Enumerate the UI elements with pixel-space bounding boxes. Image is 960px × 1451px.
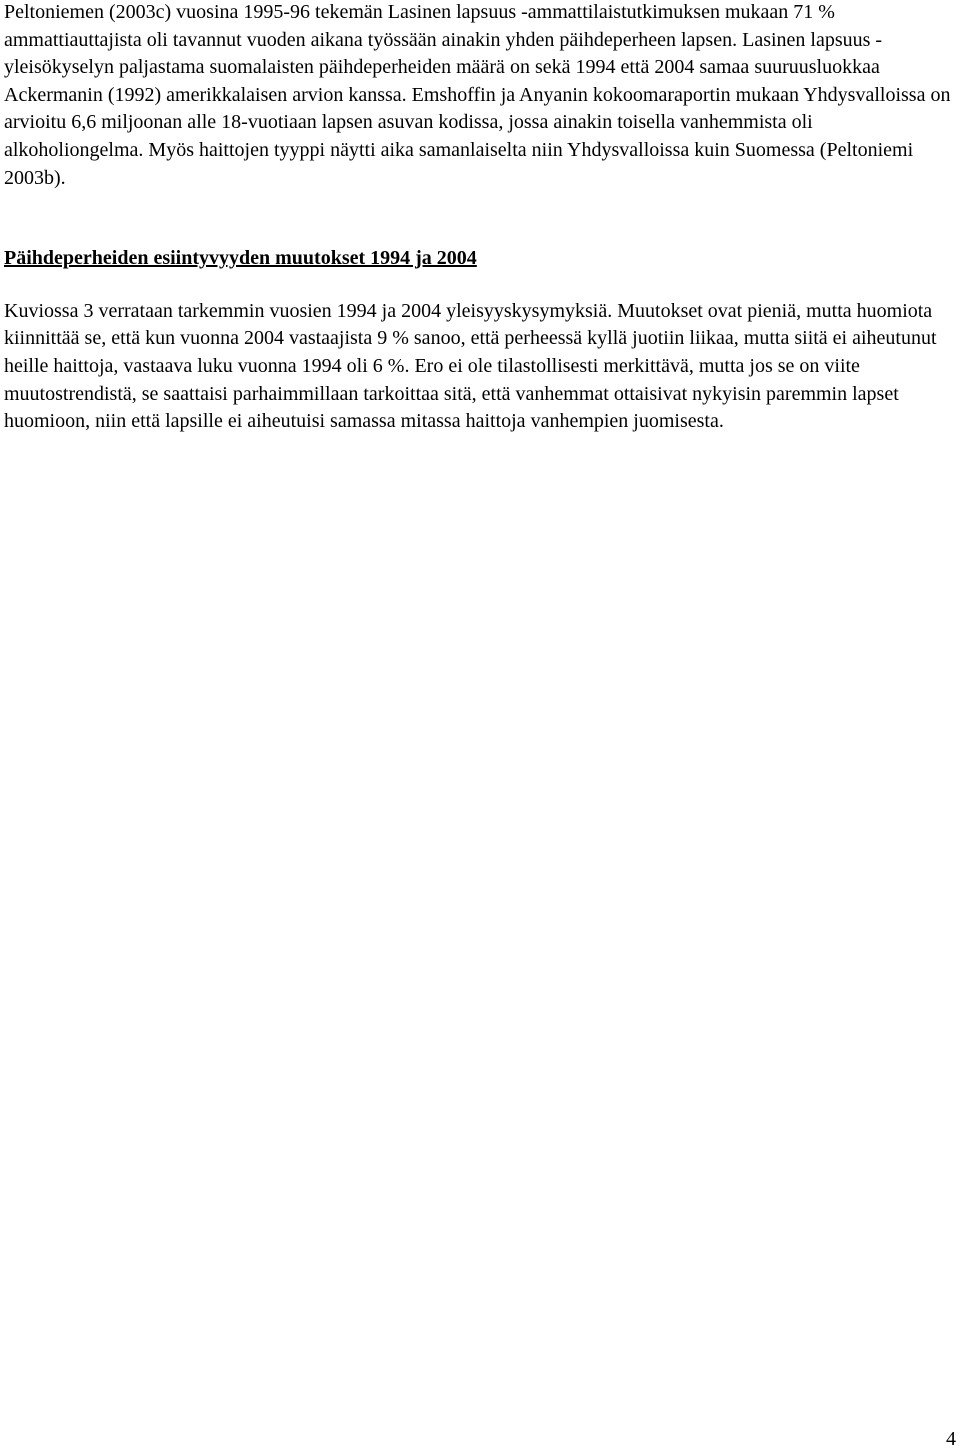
- section-heading: Päihdeperheiden esiintyvyyden muutokset 1994 ja 2004: [4, 247, 477, 270]
- document-page: [4, 0, 956, 436]
- body-paragraph-1: Peltoniemen (2003c) vuosina 1995-96 tekemän Lasinen lapsuus -ammattilaistutkimuksen mukaan 71 % ammattiauttajista oli tavannut vuoden aikana työssään ainakin yhden päihdeperheen lapsen. Lasinen lapsuus -yleisökyselyn paljastama suomalaisten päihdeperheiden määrä on sekä 1994 että 2004 samaa suuruusluokkaa Ackermanin (1992) amerikkalaisen arvion kanssa. Emshoffin ja Anyanin kokoomaraportin mukaan Yhdysvalloissa on arvioitu 6,6 miljoonan alle 18-vuotiaan lapsen asuvan kodissa, jossa ainakin toisella vanhemmista oli alkoholiongelma. Myös haittojen tyyppi näytti aika samanlaiselta niin Yhdysvalloissa kuin Suomessa (Peltoniemi 2003b).: [4, 1, 951, 189]
- body-paragraph-2: Kuviossa 3 verrataan tarkemmin vuosien 1994 ja 2004 yleisyyskysymyksiä. Muutokset ovat pieniä, mutta huomiota kiinnittää se, että kun vuonna 2004 vastaajista 9 % sanoo, että perheessä kyllä juotiin liikaa, mutta siitä ei aiheutunut heille haittoja, vastaava luku vuonna 1994 oli 6 %. Ero ei ole tilastollisesti merkittävä, mutta jos se on viite muutostrendistä, se saattaisi parhaimmillaan tarkoittaa sitä, että vanhemmat ottaisivat nykyisin paremmin lapset huomioon, niin että lapsille ei aiheutuisi samassa mitassa haittoja vanhempien juomisesta.: [4, 299, 937, 433]
- page-number: 4: [946, 1428, 956, 1450]
